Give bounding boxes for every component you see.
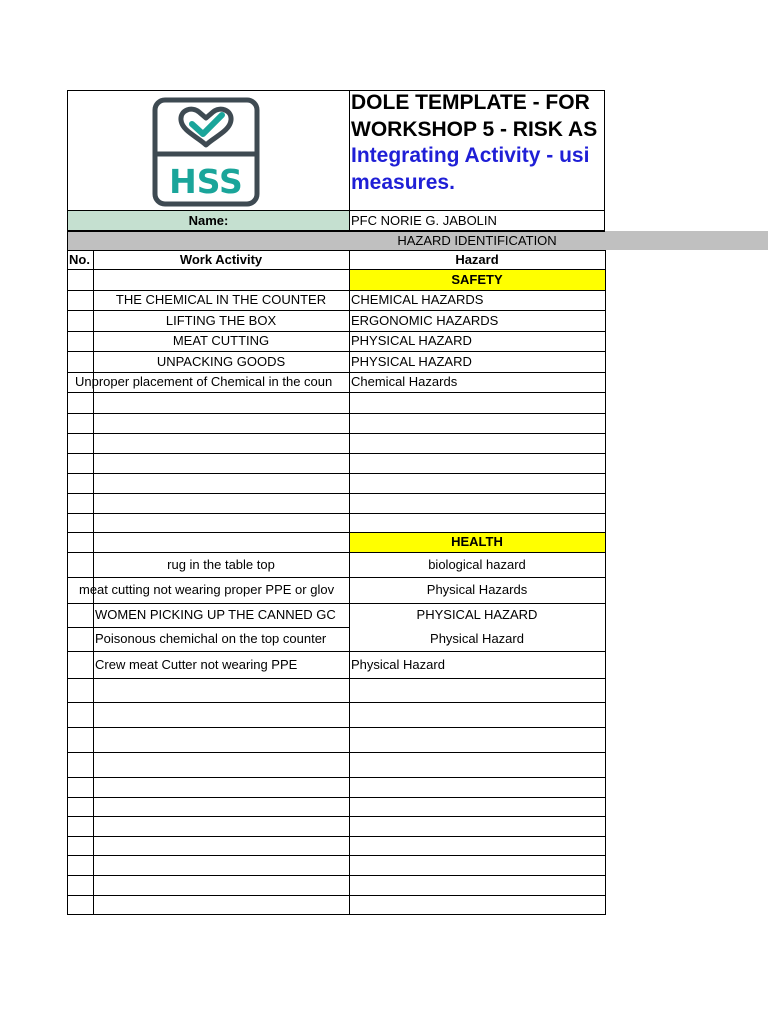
title-line-1: DOLE TEMPLATE - FOR (351, 91, 590, 114)
health-hazard-3: PHYSICAL HAZARD (416, 607, 538, 622)
hss-logo (152, 97, 260, 207)
safety-hazard-2: ERGONOMIC HAZARDS (351, 313, 499, 328)
column-header-activity: Work Activity (179, 252, 263, 267)
subtitle-line-1: Integrating Activity - usi (351, 144, 590, 167)
safety-hazard-1: CHEMICAL HAZARDS (351, 292, 484, 307)
safety-hazard-5: Chemical Hazards (351, 374, 458, 389)
column-header-hazard: Hazard (455, 252, 499, 267)
health-activity-1: rug in the table top (167, 557, 275, 572)
health-hazard-4: Physical Hazard (430, 631, 524, 646)
health-hazard-1: biological hazard (428, 557, 526, 572)
health-activity-3: WOMEN PICKING UP THE CANNED GC (95, 607, 336, 622)
safety-activity-3: MEAT CUTTING (172, 333, 270, 348)
safety-activity-4: UNPACKING GOODS (156, 354, 286, 369)
name-label: Name: (188, 213, 229, 228)
logo-graphic (152, 97, 260, 207)
health-activity-4: Poisonous chemichal on the top counter (95, 631, 327, 646)
hazard-identification-title: HAZARD IDENTIFICATION (397, 233, 557, 248)
health-hazard-2: Physical Hazards (426, 582, 528, 597)
title-line-2: WORKSHOP 5 - RISK AS (351, 118, 598, 141)
subtitle-line-2: measures. (351, 171, 455, 194)
health-activity-5: Crew meat Cutter not wearing PPE (95, 657, 298, 672)
health-hazard-5: Physical Hazard (351, 657, 445, 672)
safety-hazard-3: PHYSICAL HAZARD (351, 333, 472, 348)
name-value: PFC NORIE G. JABOLIN (351, 213, 497, 228)
safety-activity-2: LIFTING THE BOX (165, 313, 277, 328)
health-activity-2: meat cutting not wearing proper PPE or glov (79, 582, 335, 597)
safety-hazard-4: PHYSICAL HAZARD (351, 354, 472, 369)
safety-activity-1: THE CHEMICAL IN THE COUNTER (115, 292, 327, 307)
safety-section-label: SAFETY (451, 272, 503, 287)
safety-activity-5: Unproper placement of Chemical in the coun (75, 374, 333, 389)
column-header-no: No. (69, 252, 90, 267)
health-section-label: HEALTH (451, 534, 503, 549)
logo-text: HSS (169, 162, 243, 201)
